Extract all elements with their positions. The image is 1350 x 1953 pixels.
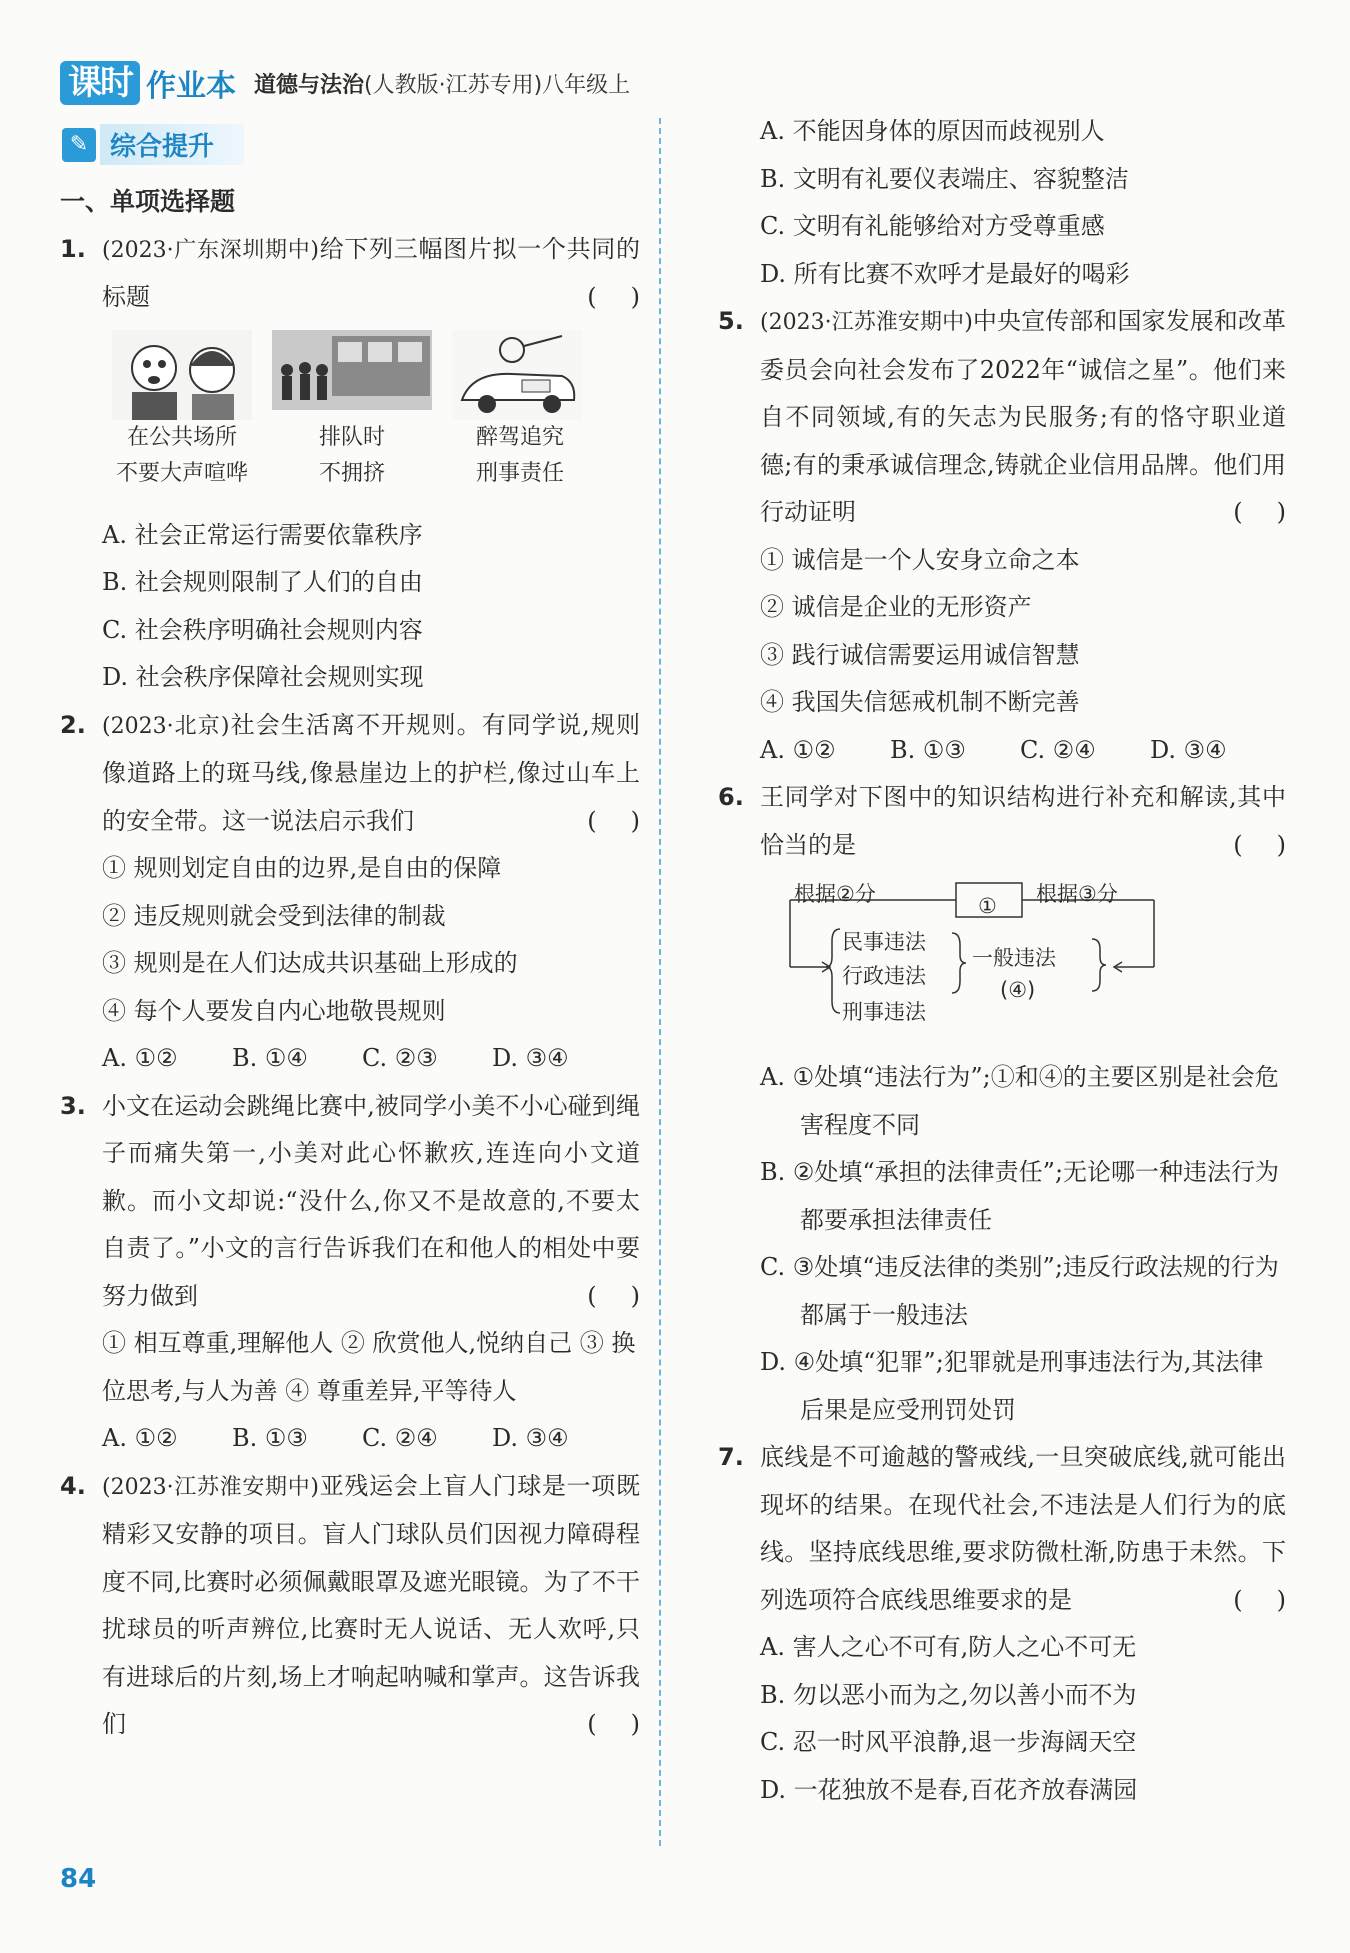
option-b[interactable]: B. 文明有礼要仪表端庄、容貌整洁 [760, 164, 1129, 193]
question-number: 6. [718, 783, 744, 811]
choice-row [718, 727, 1286, 775]
answer-blank[interactable]: () [587, 1710, 674, 1738]
question-5 [718, 298, 1320, 537]
choice-d[interactable]: D. ③④ [492, 1424, 569, 1452]
choice-row [60, 1415, 640, 1463]
statement-2: ② 诚信是企业的无形资产 [760, 593, 1032, 621]
question-source: (2023·广东深圳期中) [102, 237, 319, 263]
choice-c[interactable]: C. ②④ [1020, 735, 1096, 764]
question-number: 5. [718, 307, 744, 335]
caption-line: 不要大声喧哗 [115, 460, 248, 486]
q1-pictures [102, 322, 640, 512]
question-source: (2023·北京) [102, 713, 230, 739]
question-number: 7. [718, 1443, 744, 1471]
choice-a[interactable]: A. ①② [102, 1044, 178, 1072]
choice-c[interactable]: C. ②④ [362, 1424, 438, 1452]
general-label: 一般违法 [972, 946, 1056, 970]
list-item: 行政违法 [842, 964, 926, 988]
queue-bus-image [272, 330, 432, 410]
choice-b[interactable]: B. ①④ [232, 1044, 308, 1072]
list-item: 刑事违法 [842, 1000, 926, 1024]
question-stem: 社会生活离不开规则。有同学说,规则像道路上的斑马线,像悬崖边上的护栏,像过山车上的安全带。这一说法启示我们 [102, 710, 640, 835]
question-number: 4. [60, 1471, 86, 1500]
question-stem: 底线是不可逾越的警戒线,一旦突破底线,就可能出现坏的结果。在现代社会,不违法是人们行为的底线。坚持底线思维,要求防微杜渐,防患于未然。下列选项符合底线思维要求的是 [760, 1443, 1286, 1614]
question-stem: 亚残运会上盲人门球是一项既精彩又安静的项目。盲人门球队员们因视力障碍程度不同,比赛时必须佩戴眼罩及遮光眼镜。为了不干扰球员的听声辨位,比赛时无人说话、无人欢呼,只有进球后的片刻,场上才响起呐喊和掌声。这告诉我们 [102, 1471, 640, 1738]
left-column [60, 178, 674, 1749]
answer-blank[interactable]: () [587, 1281, 674, 1310]
question-stem: 王同学对下图中的知识结构进行补充和解读,其中恰当的是 [760, 783, 1286, 859]
question-7 [718, 1434, 1320, 1624]
question-1 [60, 226, 674, 322]
caption-2 [272, 420, 432, 492]
caption-3 [440, 420, 600, 492]
option-c[interactable]: C. ③处填“违反法律的类别”;违反行政法规的行为都属于一般违法 [760, 1253, 1279, 1329]
option-b[interactable]: B. 勿以恶小而为之,勿以善小而不为 [760, 1680, 1137, 1709]
choice-d[interactable]: D. ③④ [1150, 735, 1227, 764]
part-title: 一、单项选择题 [60, 187, 236, 216]
choice-c[interactable]: C. ②③ [362, 1044, 438, 1072]
option-d[interactable]: D. ④处填“犯罪”;犯罪就是刑事违法行为,其法律后果是应受刑罚处罚 [760, 1348, 1264, 1424]
statement-3: ③ 践行诚信需要运用诚信智慧 [760, 640, 1080, 669]
page-header [60, 60, 630, 106]
choice-d[interactable]: D. ③④ [492, 1044, 569, 1072]
right-column [718, 108, 1320, 1814]
option-a[interactable]: A. 不能因身体的原因而歧视别人 [760, 117, 1105, 145]
page-number: 84 [60, 1864, 97, 1894]
option-a[interactable]: A. 社会正常运行需要依靠秩序 [102, 520, 423, 549]
caption-1 [102, 420, 262, 492]
option-c[interactable]: C. 忍一时风平浪静,退一步海阔天空 [760, 1728, 1137, 1756]
option-d[interactable]: D. 所有比赛不欢呼才是最好的喝彩 [760, 259, 1130, 288]
police-car-image [452, 330, 582, 420]
question-number: 2. [60, 710, 86, 739]
statement-2: ② 违反规则就会受到法律的制裁 [102, 901, 446, 930]
question-stem: 中央宣传部和国家发展和改革委员会向社会发布了2022年“诚信之星”。他们来自不同领域,有的矢志为民服务;有的恪守职业道德;有的秉承诚信理念,铸就企业信用品牌。他们用行动证明 [760, 307, 1286, 526]
choice-b[interactable]: B. ①③ [232, 1424, 308, 1452]
section-tag [62, 124, 244, 165]
caption-line: 排队时 [318, 424, 385, 450]
choice-a[interactable]: A. ①② [102, 1424, 178, 1452]
question-stem: 给下列三幅图片拟一个共同的标题 [102, 234, 640, 311]
question-6 [718, 774, 1320, 869]
option-d[interactable]: D. 一花独放不是春,百花齐放春满园 [760, 1775, 1138, 1804]
four-label: (④) [1000, 978, 1036, 1002]
caption-line: 醉驾追究 [475, 424, 564, 450]
list-item: 民事违法 [842, 930, 926, 954]
brand-sub: 作业本 [146, 69, 236, 104]
question-2 [60, 702, 674, 846]
section-title: 综合提升 [100, 124, 244, 165]
option-d[interactable]: D. 社会秩序保障社会规则实现 [102, 663, 424, 691]
option-a[interactable]: A. 害人之心不可有,防人之心不可无 [760, 1633, 1137, 1661]
question-number: 1. [60, 234, 86, 263]
statement-4: ④ 我国失信惩戒机制不断完善 [760, 688, 1080, 716]
choice-row [60, 1035, 640, 1083]
question-stem: 小文在运动会跳绳比赛中,被同学小美不小心碰到绳子而痛失第一,小美对此心怀歉疚,连连向小文道歉。而小文却说:“没什么,你又不是故意的,不要太自责了。”小文的言行告诉我们在和他人的相处中要努力做到 [102, 1091, 640, 1310]
statement-3: ③ 规则是在人们达成共识基础上形成的 [102, 949, 518, 977]
center-box-label: ① [978, 894, 997, 918]
right-label: 根据③分 [1036, 882, 1118, 906]
knowledge-structure-diagram [778, 869, 1286, 1054]
option-c[interactable]: C. 社会秩序明确社会规则内容 [102, 615, 423, 644]
brand-logo: 课时 [60, 61, 140, 105]
answer-blank[interactable]: () [1233, 498, 1320, 526]
question-4 [60, 1463, 674, 1749]
option-c[interactable]: C. 文明有礼能够给对方受尊重感 [760, 212, 1105, 240]
statement-4: ④ 每个人要发自内心地敬畏规则 [102, 996, 446, 1025]
question-number: 3. [60, 1091, 86, 1120]
left-label: 根据②分 [794, 882, 876, 906]
question-3 [60, 1083, 674, 1321]
answer-blank[interactable]: () [1233, 1585, 1320, 1614]
statements: ① 相互尊重,理解他人 ② 欣赏他人,悦纳自己 ③ 换位思考,与人为善 ④ 尊重差异,平等待人 [102, 1329, 636, 1405]
answer-blank[interactable]: () [587, 283, 674, 311]
edition-label: (人教版·江苏专用)八年级上 [364, 72, 631, 98]
caption-line: 刑事责任 [475, 460, 564, 486]
choice-b[interactable]: B. ①③ [890, 735, 966, 764]
option-b[interactable]: B. ②处填“承担的法律责任”;无论哪一种违法行为都要承担法律责任 [760, 1158, 1280, 1234]
choice-a[interactable]: A. ①② [760, 735, 836, 764]
answer-blank[interactable]: () [587, 806, 674, 835]
subject-title: 道德与法治 [254, 72, 365, 98]
caption-line: 不拥挤 [318, 460, 385, 486]
question-source: (2023·江苏淮安期中) [102, 1474, 319, 1500]
caption-line: 在公共场所 [126, 424, 237, 450]
option-a[interactable]: A. ①处填“违法行为”;①和④的主要区别是社会危害程度不同 [760, 1063, 1279, 1139]
answer-blank[interactable]: () [1233, 830, 1320, 859]
question-source: (2023·江苏淮安期中) [760, 310, 973, 335]
shouting-people-image [112, 330, 252, 420]
edit-icon: ✎ [62, 128, 96, 162]
column-divider [659, 118, 661, 1846]
option-b[interactable]: B. 社会规则限制了人们的自由 [102, 568, 423, 596]
statement-1: ① 规则划定自由的边界,是自由的保障 [102, 854, 502, 882]
statement-1: ① 诚信是一个人安身立命之本 [760, 545, 1080, 574]
